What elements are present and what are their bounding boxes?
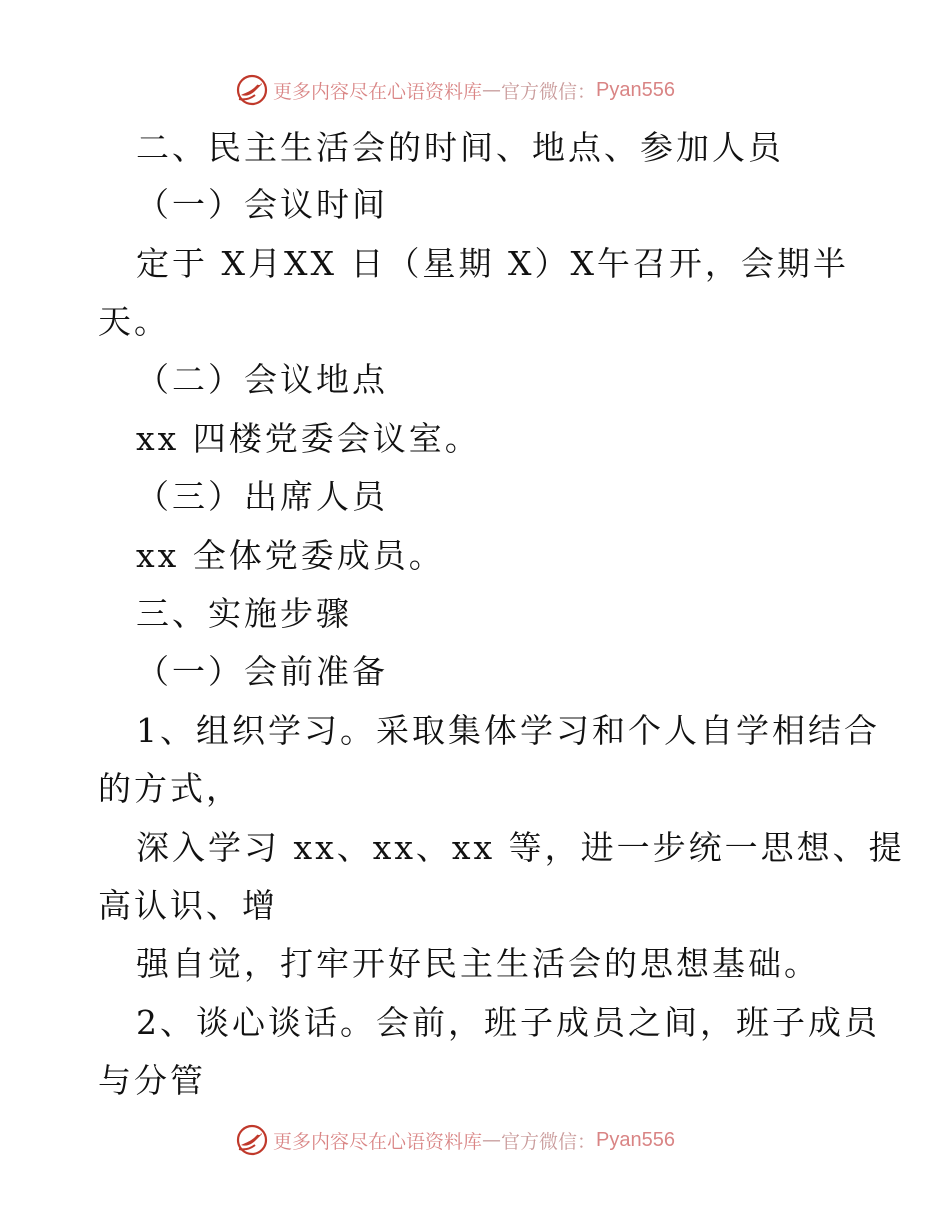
- paragraph-line: 1、组织学习。采取集体学习和个人自学相结合: [136, 711, 880, 750]
- watermark-separator: —: [482, 79, 502, 101]
- pen-nib-circle-icon: [235, 1123, 269, 1157]
- header-watermark: [235, 72, 675, 108]
- paragraph-line: xx 四楼党委会议室。: [136, 419, 481, 458]
- watermark-brand: 更多内容尽在心语资料库: [273, 1130, 483, 1153]
- subsection-heading: （一）会前准备: [136, 652, 388, 691]
- section-heading: 二、民主生活会的时间、地点、参加人员: [136, 128, 784, 167]
- subsection-heading: （一）会议时间: [136, 185, 388, 224]
- paragraph-line: 高认识、增: [98, 886, 278, 925]
- paragraph-line: 定于 X月XX 日（星期 X）X午召开，会期半: [136, 244, 849, 283]
- paragraph-line: 强自觉，打牢开好民主生活会的思想基础。: [136, 944, 820, 983]
- subsection-heading: （三）出席人员: [136, 477, 388, 516]
- watermark-wechat-id: Pyan556: [596, 78, 675, 101]
- watermark-wechat-id: Pyan556: [596, 1128, 675, 1151]
- pen-nib-circle-icon: [235, 73, 269, 107]
- paragraph-line: 深入学习 xx、xx、xx 等，进一步统一思想、提: [136, 828, 905, 867]
- section-heading: 三、实施步骤: [136, 594, 352, 633]
- footer-watermark: [235, 1122, 675, 1158]
- watermark-wechat-label: 官方微信：: [501, 1130, 597, 1153]
- paragraph-line: 的方式，: [98, 769, 242, 808]
- paragraph-line: 与分管: [98, 1061, 206, 1100]
- watermark-brand: 更多内容尽在心语资料库: [273, 80, 483, 103]
- paragraph-line: 2、谈心谈话。会前，班子成员之间，班子成员: [136, 1003, 880, 1042]
- paragraph-line: xx 全体党委成员。: [136, 536, 445, 575]
- watermark-separator: —: [482, 1129, 502, 1151]
- paragraph-line: 天。: [98, 302, 170, 341]
- subsection-heading: （二）会议地点: [136, 360, 388, 399]
- watermark-wechat-label: 官方微信：: [501, 80, 597, 103]
